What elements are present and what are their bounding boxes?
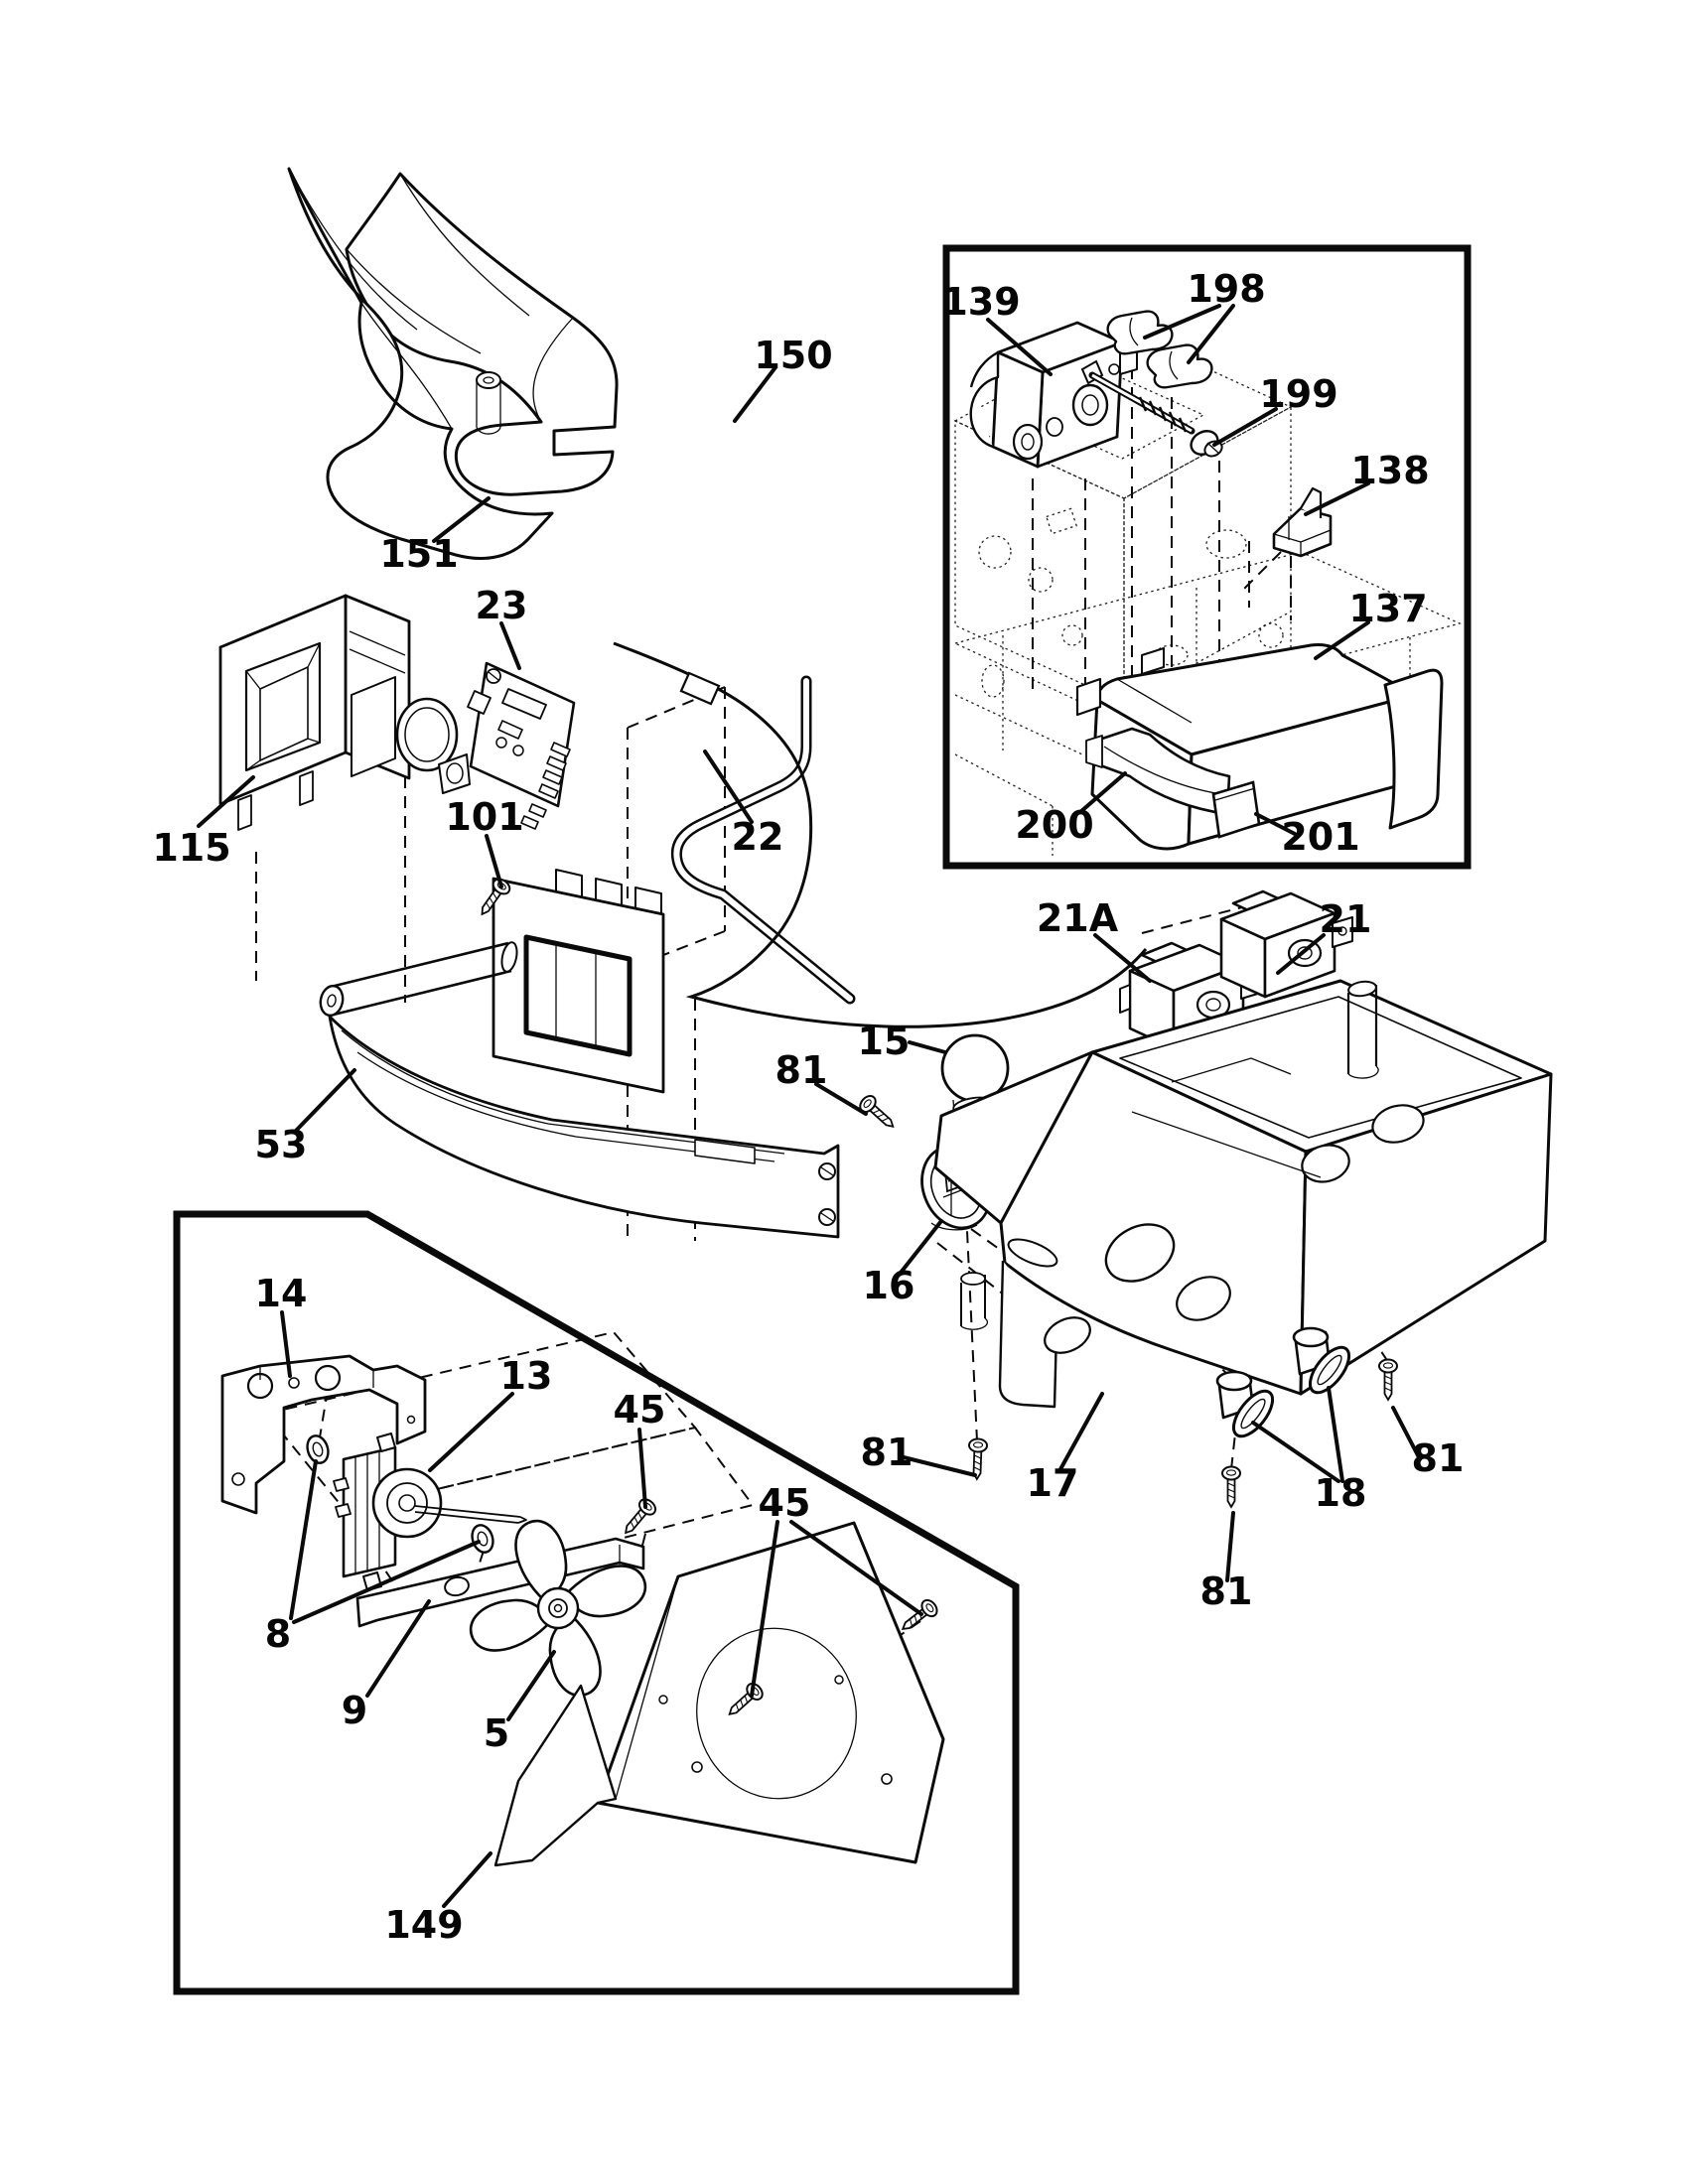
callout-13: 13 bbox=[499, 1354, 553, 1398]
callout-81-b: 81 bbox=[860, 1431, 914, 1474]
callout-150: 150 bbox=[754, 334, 833, 377]
callout-53: 53 bbox=[254, 1123, 308, 1166]
callout-149: 149 bbox=[384, 1903, 464, 1947]
callout-14: 14 bbox=[254, 1272, 308, 1315]
callout-17: 17 bbox=[1026, 1461, 1079, 1505]
callout-115: 115 bbox=[152, 826, 231, 870]
callout-45-a: 45 bbox=[613, 1388, 666, 1432]
callout-200: 200 bbox=[1015, 803, 1094, 847]
callout-137: 137 bbox=[1348, 587, 1428, 630]
callout-9: 9 bbox=[341, 1689, 368, 1732]
callout-81-c: 81 bbox=[1411, 1436, 1465, 1480]
callout-21: 21 bbox=[1319, 897, 1372, 941]
callout-138: 138 bbox=[1350, 449, 1430, 492]
callout-199: 199 bbox=[1259, 372, 1338, 416]
callout-198: 198 bbox=[1187, 267, 1266, 311]
callout-5: 5 bbox=[483, 1711, 510, 1755]
callout-81-a: 81 bbox=[774, 1048, 828, 1092]
callout-18: 18 bbox=[1314, 1471, 1367, 1515]
callout-8: 8 bbox=[264, 1612, 292, 1656]
callout-15: 15 bbox=[857, 1020, 911, 1063]
callout-81-d: 81 bbox=[1199, 1570, 1253, 1613]
callout-45-b: 45 bbox=[758, 1481, 811, 1525]
callout-21a: 21A bbox=[1036, 896, 1119, 940]
callout-201: 201 bbox=[1281, 815, 1360, 859]
callout-139: 139 bbox=[941, 280, 1021, 324]
callout-151: 151 bbox=[379, 532, 459, 576]
callout-23: 23 bbox=[475, 584, 528, 627]
callout-16: 16 bbox=[862, 1264, 915, 1307]
callout-22: 22 bbox=[731, 815, 784, 859]
callout-101: 101 bbox=[445, 795, 524, 839]
